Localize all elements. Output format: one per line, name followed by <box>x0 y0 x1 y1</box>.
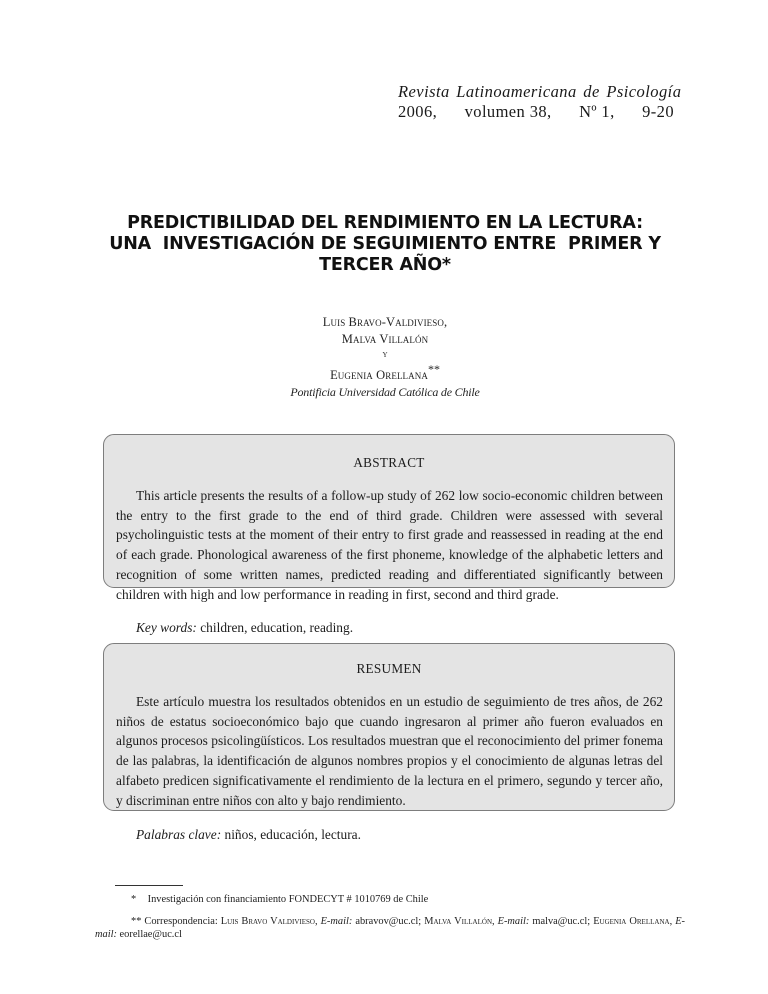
email-label-3: E-mail: <box>95 916 685 940</box>
author-footnote-mark: ** <box>427 362 440 376</box>
title-line-3: TERCER AÑO* <box>319 255 451 275</box>
palabras-clave-value: niños, educación, lectura. <box>224 827 361 843</box>
abstract-box <box>103 434 675 636</box>
footnote-1 <box>95 893 685 906</box>
footnote-author-1: Luis Bravo Valdivieso <box>220 916 315 927</box>
resumen-heading: RESUMEN <box>356 661 422 676</box>
article-title <box>80 213 690 276</box>
resumen-body: Este artículo muestra los resultados obtenidos en un estudio de seguimiento de tres años, de 262 niños de estatus socioeconómico bajo que cuando ingresaron al primer año fueron evaluados en algunos procesos psicolingüísticos. Los resultados muestran que el reconocimiento del primer fonema de las palabras, la identificación de algunos nombres propios y el conocimiento de algunas letras del alfabeto predicen significativamente el rendimiento de la lectura en el primero, segundo y tercer año, y discriminan entre niños con alto y bajo rendimiento. <box>116 694 663 808</box>
author-block <box>180 314 590 401</box>
email-2[interactable]: malva@uc.cl; <box>532 916 591 927</box>
resumen-box <box>103 643 675 843</box>
email-label-1: E-mail: <box>320 916 353 927</box>
journal-volume: volumen 38, <box>464 102 552 121</box>
footnote-1-mark: * <box>131 894 137 905</box>
abstract-heading: ABSTRACT <box>353 455 425 470</box>
keywords-label: Key words: <box>136 620 197 636</box>
author-3: Eugenia Orellana <box>330 368 428 382</box>
journal-issue-info <box>398 102 674 122</box>
author-3-line <box>180 361 590 384</box>
title-line-2: UNA INVESTIGACIÓN DE SEGUIMIENTO ENTRE PRIMER Y <box>109 234 661 254</box>
footnote-divider <box>115 885 183 886</box>
footnotes <box>95 893 685 941</box>
footnote-2: ** Correspondencia: Luis Bravo Valdivieso, E-mail: abravov@uc.cl; Malva Villalón, E-mail: malva@uc.cl; Eugenia Orellana, E-mail: eorellae@uc.cl <box>95 916 685 940</box>
journal-header <box>398 82 682 122</box>
palabras-clave-label: Palabras clave: <box>136 827 222 843</box>
abstract-body: This article presents the results of a follow-up study of 262 low socio-economic children between the entry to the first grade to the end of third grade. Children were assessed with several psycholinguistic tests at the moment of their entry to first grade and reassessed in reading at the end of each grade. Phonological awareness of the first phoneme, knowledge of the alphabetic letters and recognition of some written names, predicted reading and differentiated significantly between children with high and low performance in reading in first, second and third grade. <box>116 488 663 602</box>
footnote-author-3: Eugenia Orellana <box>593 916 670 927</box>
abstract-keywords <box>104 618 674 637</box>
footnote-2-mark: ** <box>131 916 142 927</box>
email-label-2: E-mail: <box>497 916 530 927</box>
footnote-1-text: Investigación con financiamiento FONDECYT # 1010769 de Chile <box>147 894 429 905</box>
author-1: Luis Bravo-Valdivieso, <box>322 315 448 329</box>
author-conjunction: y <box>382 349 388 360</box>
email-3[interactable]: eorellae@uc.cl <box>119 929 182 940</box>
keywords-value: children, education, reading. <box>200 620 354 636</box>
journal-name: Revista Latinoamericana de Psicología <box>398 82 682 101</box>
resumen-keywords <box>104 825 674 844</box>
footnote-author-2: Malva Villalón <box>424 916 492 927</box>
journal-year: 2006, <box>398 102 438 121</box>
footnote-2-label: Correspondencia: <box>144 916 218 927</box>
affiliation: Pontificia Universidad Católica de Chile <box>290 385 480 399</box>
journal-pages: 9-20 <box>642 102 674 121</box>
email-1[interactable]: abravov@uc.cl; <box>355 916 422 927</box>
title-line-1: PREDICTIBILIDAD DEL RENDIMIENTO EN LA LECTURA: <box>127 213 643 233</box>
author-2: Malva Villalón <box>341 332 429 346</box>
journal-number: Nº 1, <box>579 102 615 121</box>
